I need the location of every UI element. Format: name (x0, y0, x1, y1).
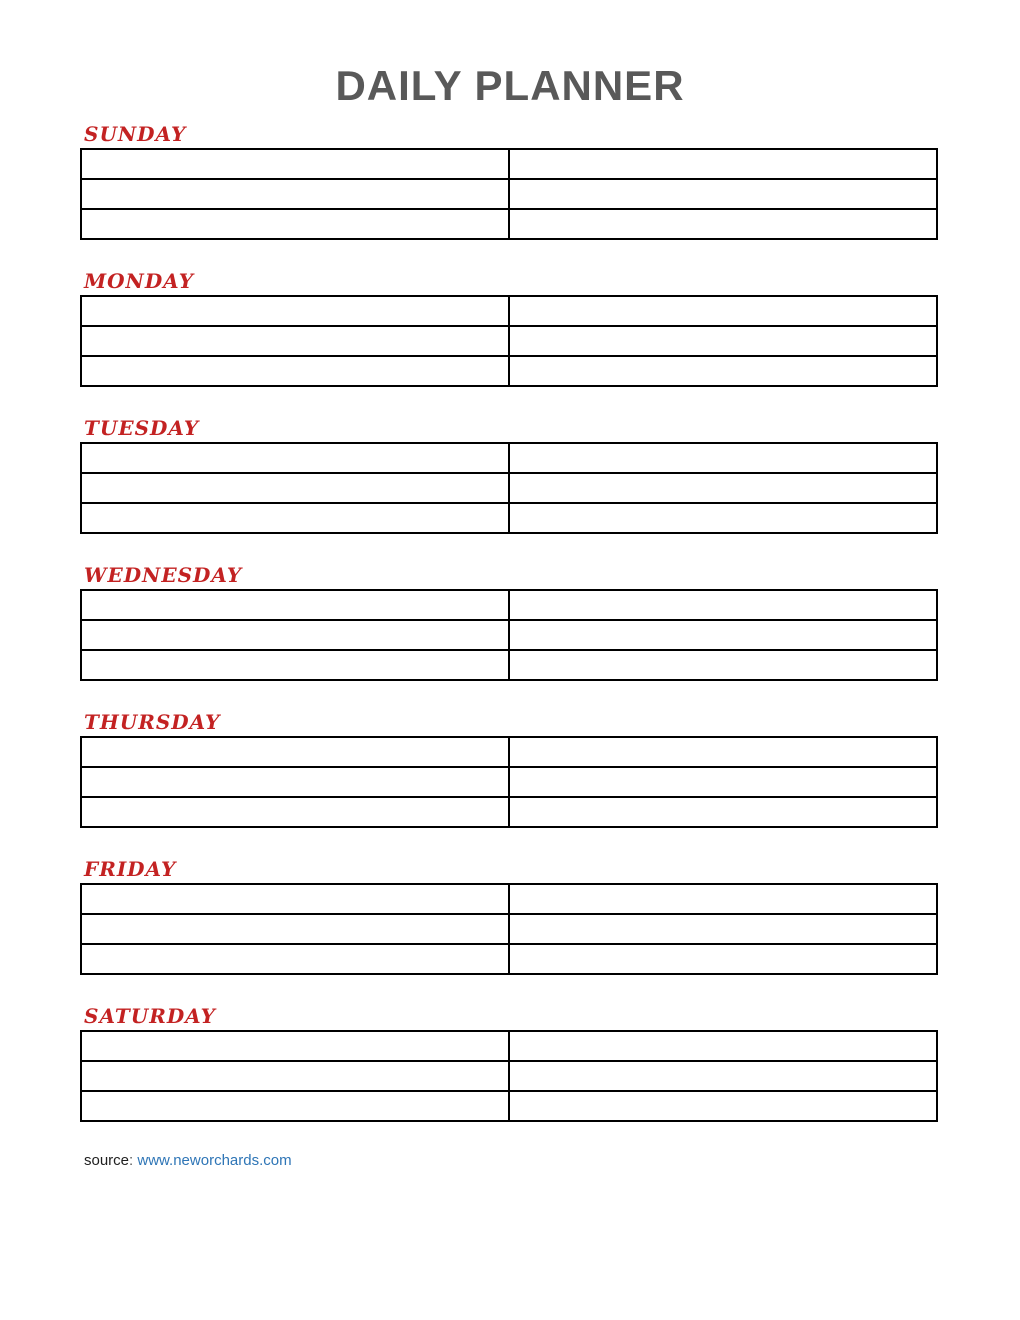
planner-row (81, 209, 937, 239)
day-label: TUESDAY (84, 416, 200, 440)
source-line (84, 1152, 1020, 1170)
day-section (80, 858, 938, 975)
planner-table-body (81, 443, 937, 533)
planner-cell[interactable] (81, 620, 509, 650)
planner-row (81, 503, 937, 533)
planner-cell[interactable] (509, 767, 937, 797)
day-label: THURSDAY (84, 710, 221, 734)
planner-table (80, 883, 938, 975)
planner-cell[interactable] (509, 356, 937, 386)
planner-table-body (81, 737, 937, 827)
planner-cell[interactable] (81, 737, 509, 767)
day-section (80, 270, 938, 387)
planner-cell[interactable] (509, 326, 937, 356)
planner-row (81, 737, 937, 767)
planner-cell[interactable] (81, 1091, 509, 1121)
planner-cell[interactable] (509, 179, 937, 209)
day-label: SATURDAY (84, 1004, 216, 1028)
day-section (80, 564, 938, 681)
page-title: DAILY PLANNER (335, 62, 685, 109)
source-link[interactable]: www.neworchards.com (137, 1152, 292, 1169)
planner-table (80, 148, 938, 240)
planner-row (81, 149, 937, 179)
planner-row (81, 650, 937, 680)
day-label: WEDNESDAY (84, 563, 243, 587)
planner-cell[interactable] (81, 914, 509, 944)
planner-row (81, 914, 937, 944)
planner-cell[interactable] (509, 503, 937, 533)
day-sections-container (80, 123, 938, 1122)
day-section (80, 1005, 938, 1122)
planner-table (80, 589, 938, 681)
planner-cell[interactable] (509, 296, 937, 326)
planner-cell[interactable] (509, 650, 937, 680)
planner-table (80, 1030, 938, 1122)
planner-cell[interactable] (509, 1091, 937, 1121)
planner-row (81, 944, 937, 974)
planner-cell[interactable] (81, 473, 509, 503)
planner-row (81, 296, 937, 326)
planner-cell[interactable] (509, 149, 937, 179)
planner-cell[interactable] (509, 1031, 937, 1061)
day-section (80, 123, 938, 240)
planner-cell[interactable] (509, 443, 937, 473)
planner-table-body (81, 1031, 937, 1121)
planner-row (81, 356, 937, 386)
planner-cell[interactable] (81, 590, 509, 620)
planner-cell[interactable] (81, 650, 509, 680)
planner-cell[interactable] (509, 209, 937, 239)
source-separator: : (129, 1152, 138, 1169)
planner-row (81, 1091, 937, 1121)
planner-table-body (81, 590, 937, 680)
planner-row (81, 590, 937, 620)
planner-row (81, 473, 937, 503)
planner-cell[interactable] (509, 884, 937, 914)
planner-table (80, 295, 938, 387)
day-section (80, 711, 938, 828)
planner-table-body (81, 884, 937, 974)
planner-row (81, 1061, 937, 1091)
planner-row (81, 179, 937, 209)
planner-row (81, 1031, 937, 1061)
planner-cell[interactable] (81, 944, 509, 974)
planner-table (80, 736, 938, 828)
day-label: SUNDAY (84, 122, 187, 146)
planner-cell[interactable] (509, 473, 937, 503)
planner-cell[interactable] (81, 797, 509, 827)
planner-row (81, 326, 937, 356)
planner-cell[interactable] (509, 590, 937, 620)
planner-cell[interactable] (81, 503, 509, 533)
planner-cell[interactable] (81, 767, 509, 797)
planner-cell[interactable] (81, 296, 509, 326)
planner-table-body (81, 149, 937, 239)
planner-row (81, 443, 937, 473)
day-label: MONDAY (84, 269, 194, 293)
planner-cell[interactable] (509, 737, 937, 767)
planner-cell[interactable] (509, 944, 937, 974)
planner-row (81, 620, 937, 650)
planner-cell[interactable] (81, 884, 509, 914)
planner-cell[interactable] (509, 914, 937, 944)
planner-row (81, 797, 937, 827)
day-label: FRIDAY (84, 857, 177, 881)
planner-table-body (81, 296, 937, 386)
planner-cell[interactable] (81, 1031, 509, 1061)
planner-table (80, 442, 938, 534)
planner-cell[interactable] (509, 797, 937, 827)
planner-row (81, 767, 937, 797)
planner-cell[interactable] (81, 356, 509, 386)
planner-cell[interactable] (81, 1061, 509, 1091)
planner-cell[interactable] (81, 149, 509, 179)
planner-cell[interactable] (81, 209, 509, 239)
planner-cell[interactable] (81, 326, 509, 356)
planner-cell[interactable] (509, 620, 937, 650)
source-label: source (84, 1152, 130, 1169)
day-section (80, 417, 938, 534)
planner-row (81, 884, 937, 914)
planner-cell[interactable] (81, 179, 509, 209)
planner-cell[interactable] (509, 1061, 937, 1091)
planner-cell[interactable] (81, 443, 509, 473)
